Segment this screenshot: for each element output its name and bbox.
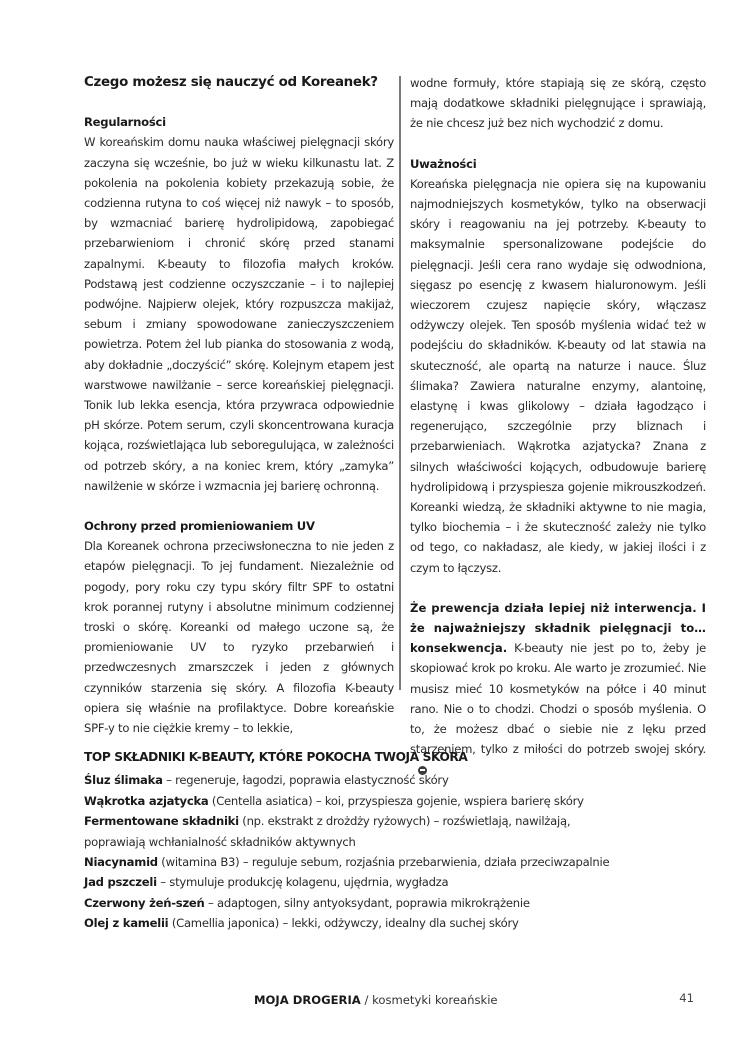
section-body-regularity: W koreańskim domu nauka właściwej pielęgnacji skóry zaczyna się wcześnie, bo już w wieku kilkunastu lat. Z pokolenia na pokolenia kobiety przekazują sobie, że codzienna rutyna to coś więcej niż nawyk – to sposób, by wzmacniać barierę hydrolipidową, zapobiegać przebarwieniom i chronić skórę przed stanami zapalnymi. K-beauty to filozofia małych kroków. Podstawą jest codzienne oczyszczanie – i to najlepiej podwójne. Najpierw olejek, który rozpuszcza makijaż, sebum i zmiany spowodowane zanieczyszczeniem powietrza. Potem żel lub pianka do stosowania z wodą, aby dokładnie „doczyścić” skórę. Kolejnym etapem jest warstwowe nawilżanie – serce koreańskiej pielęgnacji. Tonik lub lekka esencja, która przywraca odpowiednie pH skórze. Potem serum, czyli skoncentrowana kuracja kojąca, rozświetlająca lub seboregulująca, w zależności od potrzeb skóry, a na koniec krem, który „zamyka” nawilżenie w skórze i wzmacnia jej barierę ochronną. (84, 135, 394, 493)
ingredient-desc: – stymuluje produkcję kolagenu, ujędrnia, wygładza (156, 875, 449, 890)
footer-separator: / (360, 993, 373, 1007)
ingredient-name: Fermentowane składniki (84, 814, 239, 829)
article-title: Czego możesz się nauczyć od Koreanek? (84, 75, 378, 90)
ingredient-desc: (Camellia japonica) – lekki, odżywczy, idealny dla suchej skóry (168, 916, 519, 931)
ingredient-desc: (np. ekstrakt z drożdży ryżowych) – rozświetlają, nawilżają, poprawiają wchłanialność składników aktywnych (84, 814, 571, 849)
section-body-mindfulness: Koreańska pielęgnacja nie opiera się na kupowaniu najmodniejszych kosmetyków, tylko na obserwacji skóry i reagowaniu na jej potrzeby. K-beauty to maksymalnie spersonalizowane podejście do pielęgnacji. Jeśli cera rano wydaje się odwodniona, sięgasz po esencję z kwasem hialuronowym. Jeśli wieczorem czujesz napięcie skóry, włączasz odżywczy olejek. Ten sposób myślenia widać też w podejściu do składników. K-beauty od lat stawia na skuteczność, ale opartą na naturze i nauce. Śluz ślimaka? Zawiera naturalne enzymy, alantoinę, elastynę i kwas glikolowy – działa łagodząco i regenerująco, szczególnie przy bliznach i przebarwieniach. Wąkrotka azjatycka? Znana z silnych właściwości kojących, odbudowuje barierę hydrolipidową i przyspiesza gojenie mikrouszkodzeń. Koreanki wiedzą, że składniki aktywne to nie magia, tylko biochemia – i że skuteczność zależy nie tylko od tego, co nakładasz, ale kiedy, w jakiej ilości i z czym to łączysz. (410, 176, 706, 575)
ingredient-item (84, 811, 604, 852)
page-number: 41 (679, 991, 694, 1005)
ingredient-name: Śluz ślimaka (84, 773, 163, 788)
top-ingredients-title: TOP SKŁADNIKI K-BEAUTY, KTÓRE POKOCHA TWOJA SKÓRA (84, 750, 468, 764)
ingredient-item (84, 893, 684, 913)
section-heading-mindfulness: Uważności (410, 156, 477, 171)
ingredient-name: Wąkrotka azjatycka (84, 793, 209, 808)
section-heading-regularity: Regularności (84, 115, 166, 130)
ingredient-name: Olej z kamelii (84, 916, 169, 931)
ingredient-name: Niacynamid (84, 855, 158, 870)
ingredient-desc: (witamina B3) – reguluje sebum, rozjaśnia przebarwienia, działa przeciwzapalnie (157, 855, 610, 870)
right-column (410, 73, 706, 780)
ingredient-desc: – regeneruje, łagodzi, poprawia elastyczność skóry (162, 773, 449, 788)
page-footer (254, 993, 694, 1007)
ingredient-item (84, 791, 684, 811)
ingredient-name: Czerwony żeń-szeń (84, 895, 205, 910)
ingredient-item (84, 770, 684, 790)
top-ingredients-box (84, 747, 684, 934)
closing-lead: Że prewencja działa lepiej niż interwencja. I że najważniejszy składnik pielęgnacji to… konsekwencja. (410, 600, 706, 656)
ingredient-name: Jad pszczeli (84, 875, 157, 890)
ingredient-item (84, 852, 684, 872)
closing-body: K-beauty nie jest po to, żeby je skopiować krok po kroku. Ale warto je zrozumieć. Nie musisz mieć 10 kosmetyków na półce i 40 minut rano. Nie o to chodzi. Chodzi o sposób myślenia. O to, że możesz dbać o siebie nie z lęku przed starzeniem, tylko z miłości do potrzeb swojej skóry. (410, 641, 706, 757)
left-column (84, 73, 394, 738)
ingredient-desc: (Centella asiatica) – koi, przyspiesza gojenie, wspiera barierę skóry (208, 793, 584, 808)
footer-brand: MOJA DROGERIA (254, 993, 361, 1007)
ingredient-item (84, 913, 684, 933)
footer-subtitle: kosmetyki koreańskie (372, 993, 498, 1007)
column-divider (399, 76, 401, 690)
ingredient-item (84, 872, 684, 892)
ingredient-desc: – adaptogen, silny antyoksydant, poprawia mikrokrążenie (204, 895, 530, 910)
section-body-uv: Dla Koreanek ochrona przeciwsłoneczna to nie jeden z etapów pielęgnacji. To jej fundament. Niezależnie od pogody, pory roku czy typu skóry filtr SPF to ostatni krok porannej rutyny i absolutne minimum codziennej troski o skórę. Koreanki od małego uczone są, że promieniowanie UV to ryzyko przebarwień i przedwczesnych zmarszczek i jeden z głównych czynników starzenia się skóry. A filozofia K-beauty opiera się właśnie na profilaktyce. Dobre koreańskie SPF-y to nie ciężkie kremy – to lekkie, (84, 539, 394, 736)
section-heading-uv: Ochrony przed promieniowaniem UV (84, 519, 315, 534)
uv-continuation: wodne formuły, które stapiają się ze skórą, często mają dodatkowe składniki pielęgnujące i sprawiają, że nie chcesz już bez nich wychodzić z domu. (410, 76, 706, 131)
